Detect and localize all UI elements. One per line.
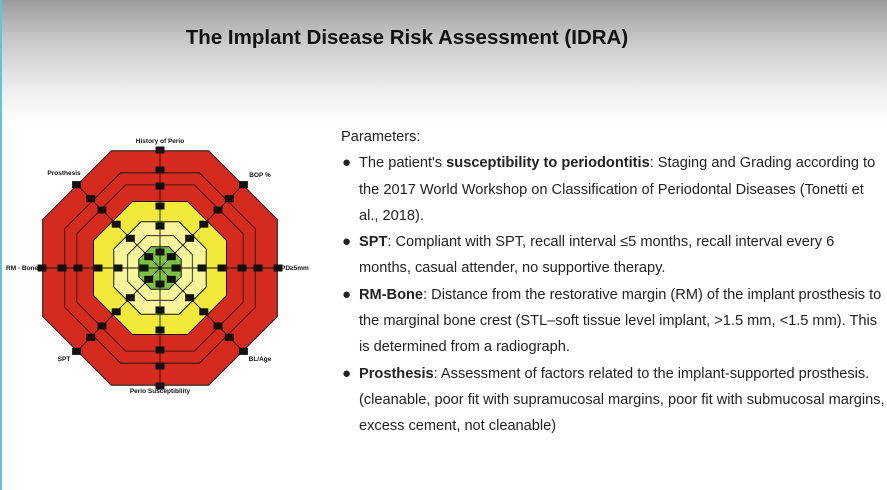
axis-marker xyxy=(126,235,135,242)
axis-marker xyxy=(140,265,149,272)
axis-marker xyxy=(114,265,123,272)
param-item-susceptibility: ● The patient's susceptibility to periodontitis: Staging and Grading according to the 2017 World Workshop on Classification of Periodontal Diseases (Tonetti et al., 2018). xyxy=(341,150,886,229)
axis-marker xyxy=(156,281,165,288)
axis-marker xyxy=(38,265,47,272)
axis-marker xyxy=(72,181,81,188)
axis-marker xyxy=(156,203,165,210)
axis-marker xyxy=(172,265,181,272)
parameters-heading: Parameters: xyxy=(341,129,421,145)
axis-marker xyxy=(225,334,234,341)
axis-marker xyxy=(225,195,234,202)
idra-risk-diagram xyxy=(2,128,332,400)
axis-marker xyxy=(185,294,194,301)
param-item-spt: ● SPT: Compliant with SPT, recall interval ≤5 months, recall interval every 6 months, casual attender, no supportive therapy. xyxy=(341,229,886,282)
axis-marker xyxy=(112,308,121,315)
axis-marker xyxy=(156,167,165,174)
axis-marker xyxy=(156,327,165,334)
axis-marker xyxy=(214,323,223,330)
bullet-icon: ● xyxy=(342,233,352,251)
axis-marker xyxy=(156,307,165,314)
axis-marker xyxy=(199,308,208,315)
axis-marker xyxy=(156,147,165,154)
axis-marker xyxy=(112,221,121,228)
axis-marker xyxy=(156,363,165,370)
axis-marker xyxy=(74,265,83,272)
axis-label-spt: SPT xyxy=(57,356,71,363)
axis-label-bop: BOP % xyxy=(249,172,271,179)
axis-marker xyxy=(86,195,95,202)
parameters-list xyxy=(341,150,886,439)
axis-label-pd: PD≥5mm xyxy=(281,265,309,272)
axis-marker xyxy=(98,323,107,330)
axis-marker xyxy=(86,334,95,341)
axis-marker xyxy=(156,249,165,256)
axis-label-rm-bone: RM - Bone xyxy=(6,265,39,272)
param-term: Prosthesis xyxy=(359,365,434,382)
axis-label-perio-susceptibility: Perio Susceptibility xyxy=(129,388,191,395)
axis-marker xyxy=(58,265,67,272)
axis-marker xyxy=(218,265,227,272)
axis-marker xyxy=(185,235,194,242)
axis-marker xyxy=(239,348,248,355)
bullet-icon: ● xyxy=(342,285,352,303)
axis-marker xyxy=(239,181,248,188)
axis-label-history-of-perio: History of Perio xyxy=(135,138,185,145)
param-term: RM-Bone xyxy=(359,286,424,303)
bullet-icon: ● xyxy=(342,154,352,172)
param-item-rm-bone: ● RM-Bone: Distance from the restorative margin (RM) of the implant prosthesis to the marginal bone crest (STL–soft tissue level implant, >1.5 mm, <1.5 mm). This is determined from a radiograph. xyxy=(341,282,886,361)
axis-label-bl-age: BL/Age xyxy=(248,356,272,363)
axis-marker xyxy=(94,265,103,272)
axis-marker xyxy=(199,221,208,228)
axis-marker xyxy=(198,265,207,272)
param-term: susceptibility to periodontitis xyxy=(446,155,650,172)
axis-label-prosthesis: Prosthesis xyxy=(47,170,81,177)
axis-marker xyxy=(144,276,153,283)
axis-marker xyxy=(156,183,165,190)
axis-marker xyxy=(254,265,263,272)
axis-marker xyxy=(238,265,247,272)
parameters-panel xyxy=(341,124,886,440)
axis-marker xyxy=(167,276,176,283)
bullet-icon: ● xyxy=(342,364,352,382)
axis-marker xyxy=(156,347,165,354)
axis-marker xyxy=(72,348,81,355)
axis-marker xyxy=(126,294,135,301)
param-term: SPT xyxy=(359,234,388,251)
slide-title: The Implant Disease Risk Assessment (IDRA) xyxy=(185,26,629,49)
param-item-prosthesis: ● Prosthesis: Assessment of factors related to the implant-supported prosthesis. (cleanable, poor fit with supramucosal margins, poor fit with submucosal margins, excess cement, not cleanable) xyxy=(341,361,886,440)
axis-marker xyxy=(144,253,153,260)
axis-marker xyxy=(167,253,176,260)
axis-marker xyxy=(98,207,107,214)
axis-marker xyxy=(156,223,165,230)
axis-marker xyxy=(214,207,223,214)
